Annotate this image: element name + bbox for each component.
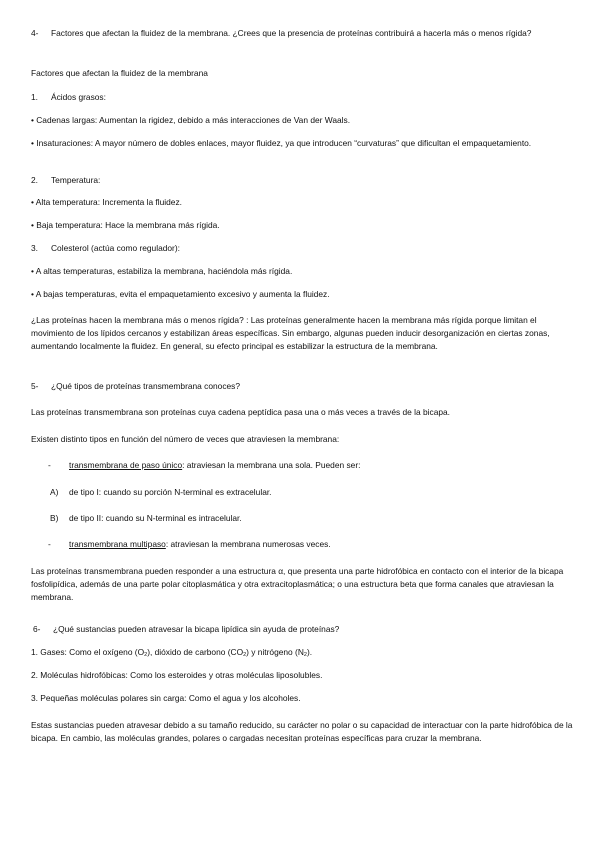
document-page: 4- Factores que afectan la fluidez de la membrana. ¿Crees que la presencia de proteínas contribuirá a hacerla más o menos rígida? Factores que afectan la fluidez de la membrana 1. Ácidos grasos: • Cadenas largas: Aumentan la rigidez, debido a más interacciones de Van der Waals. • Insaturaciones: A mayor número de dobles enlaces, mayor fluidez, ya que introducen “curvaturas” que dificultan el empaquetamiento. 2. Temperatura: • Alta temperatura: Incrementa la fluidez. • Baja temperatura: Hace la membrana más rígida. 3. Colesterol (actúa como regulador): • A altas temperaturas, estabiliza la membrana, haciéndola más rígida. • A bajas temperaturas, evita el empaquetamiento excesivo y aumenta la fluidez. ¿Las proteínas hacen la membrana más o menos rígida? : Las proteínas generalmente hacen la membrana más rígida porque limitan el movimiento de los lípidos cercanos y estabilizan áreas específicas. Sin embargo, algunas pueden inducir desorganización en ciertas zonas, aumentando localmente la fluidez. En general, su efecto principal es estabilizar la estructura de la membrana. 5- ¿Qué tipos de proteínas transmembrana conoces? Las proteínas transmembrana son proteínas cuya cadena peptídica pasa una o más veces a través de la bicapa. Existen distinto tipos en función del número de veces que atraviesen la membrana: - transmembrana de paso único: atraviesan la membrana una sola. Pueden ser: A) de tipo I: cuando su porción N-terminal es extracelular. B) de tipo II: cuando su N-terminal es intracelular. - transmembrana multipaso: atraviesan la membrana numerosas veces. Las proteínas transmembrana pueden responder a una estructura α, que presenta una parte hidrofóbica en contacto con el interior de la bicapa fosfolipídica, además de una parte polar citoplasmática y otra extracitoplasmática; o una estructura beta que forma canales que atraviesan la membrana. 6- ¿Qué sustancias pueden atravesar la bicapa lipídica sin ayuda de proteínas? 1. Gases: Como el oxígeno $(O_2)$, dióxido de carbono $(CO_2)$ y nitrógeno $(N_2)$. 2. Moléculas hidrofóbicas: Como los esteroides y otras moléculas liposolubles. 3. Pequeñas moléculas polares sin carga: Como el agua y los alcoholes. Estas sustancias pueden atravesar debido a su tamaño reducido, su carácter no polar o su capacidad de interactuar con la parte hidrofóbica de la bicapa. En cambio, las moléculas grandes, polares o cargadas necesitan proteínas específicas para cruzar la membrana. [0, 0, 603, 848]
bullet-long-chains: • Cadenas largas: Aumentan la rigidez, debido a más interacciones de Van der Waals. [31, 115, 351, 125]
question-4-number: 4- [31, 28, 39, 38]
paragraph-conclusion: Estas sustancias pueden atravesar debido a su tamaño reducido, su carácter no polar o su capacidad de interactuar con la parte hidrofóbica de la bicapa. En cambio, las moléculas grandes, polares o cargadas necesitan proteínas específicas para cruzar la membrana. [31, 720, 573, 743]
question-5-text: ¿Qué tipos de proteínas transmembrana conoces? [51, 381, 241, 391]
section-heading: Factores que afectan la fluidez de la membrana [31, 68, 208, 78]
question-4 [31, 27, 581, 40]
subsection-cholesterol: 3. Colesterol (actúa como regulador): [31, 243, 180, 253]
term-multipass: transmembrana multipaso [69, 539, 166, 549]
subsection-fatty-acids: 1. Ácidos grasos: [31, 92, 106, 102]
bullet-low-temp: • Baja temperatura: Hace la membrana más rígida. [31, 220, 220, 230]
list-item-hydrophobic: 2. Moléculas hidrofóbicas: Como los esteroides y otras moléculas liposolubles. [31, 670, 323, 680]
bullet-high-temp: • Alta temperatura: Incrementa la fluidez. [31, 197, 182, 207]
bullet-unsaturations: • Insaturaciones: A mayor número de dobles enlaces, mayor fluidez, ya que introducen “curvaturas” que dificultan el empaquetamiento. [31, 138, 532, 148]
term-single-pass: transmembrana de paso único [69, 460, 183, 470]
paragraph-types-intro: Existen distinto tipos en función del número de veces que atraviesen la membrana: [31, 434, 340, 444]
subsection-temperature: 2. Temperatura: [31, 175, 101, 185]
question-5-number: 5- [31, 381, 39, 391]
question-4-text: Factores que afectan la fluidez de la membrana. ¿Crees que la presencia de proteínas contribuirá a hacerla más o menos rígida? [51, 28, 532, 38]
bullet-cholesterol-high: • A altas temperaturas, estabiliza la membrana, haciéndola más rígida. [31, 266, 293, 276]
question-6-text: ¿Qué sustancias pueden atravesar la bicapa lipídica sin ayuda de proteínas? [53, 624, 340, 634]
paragraph-definition: Las proteínas transmembrana son proteínas cuya cadena peptídica pasa una o más veces a través de la bicapa. [31, 407, 451, 417]
question-6 [33, 623, 583, 636]
paragraph-structures: Las proteínas transmembrana pueden responder a una estructura α, que presenta una parte hidrofóbica en contacto con el interior de la bicapa fosfolipídica, además de una parte polar citoplasmática y otra extracitoplasmática; o una estructura beta que forma canales que atraviesan la membrana. [31, 566, 564, 602]
question-6-number: 6- [33, 624, 41, 634]
bullet-cholesterol-low: • A bajas temperaturas, evita el empaquetamiento excesivo y aumenta la fluidez. [31, 289, 330, 299]
list-item-gases: 1. Gases: Como el oxígeno $(O_2)$, dióxido de carbono $(CO_2)$ y nitrógeno $(N_2)$. [31, 647, 313, 658]
question-5 [31, 380, 581, 393]
list-item-small-polar: 3. Pequeñas moléculas polares sin carga: Como el agua y los alcoholes. [31, 693, 301, 703]
answer-proteins-rigidity: ¿Las proteínas hacen la membrana más o menos rígida? : Las proteínas generalmente hacen la membrana más rígida porque limitan el movimiento de los lípidos cercanos y estabilizan áreas específicas. Sin embargo, algunas pueden inducir desorganización en ciertas zonas, aumentando localmente la fluidez. En general, su efecto principal es estabilizar la estructura de la membrana. [31, 315, 550, 351]
